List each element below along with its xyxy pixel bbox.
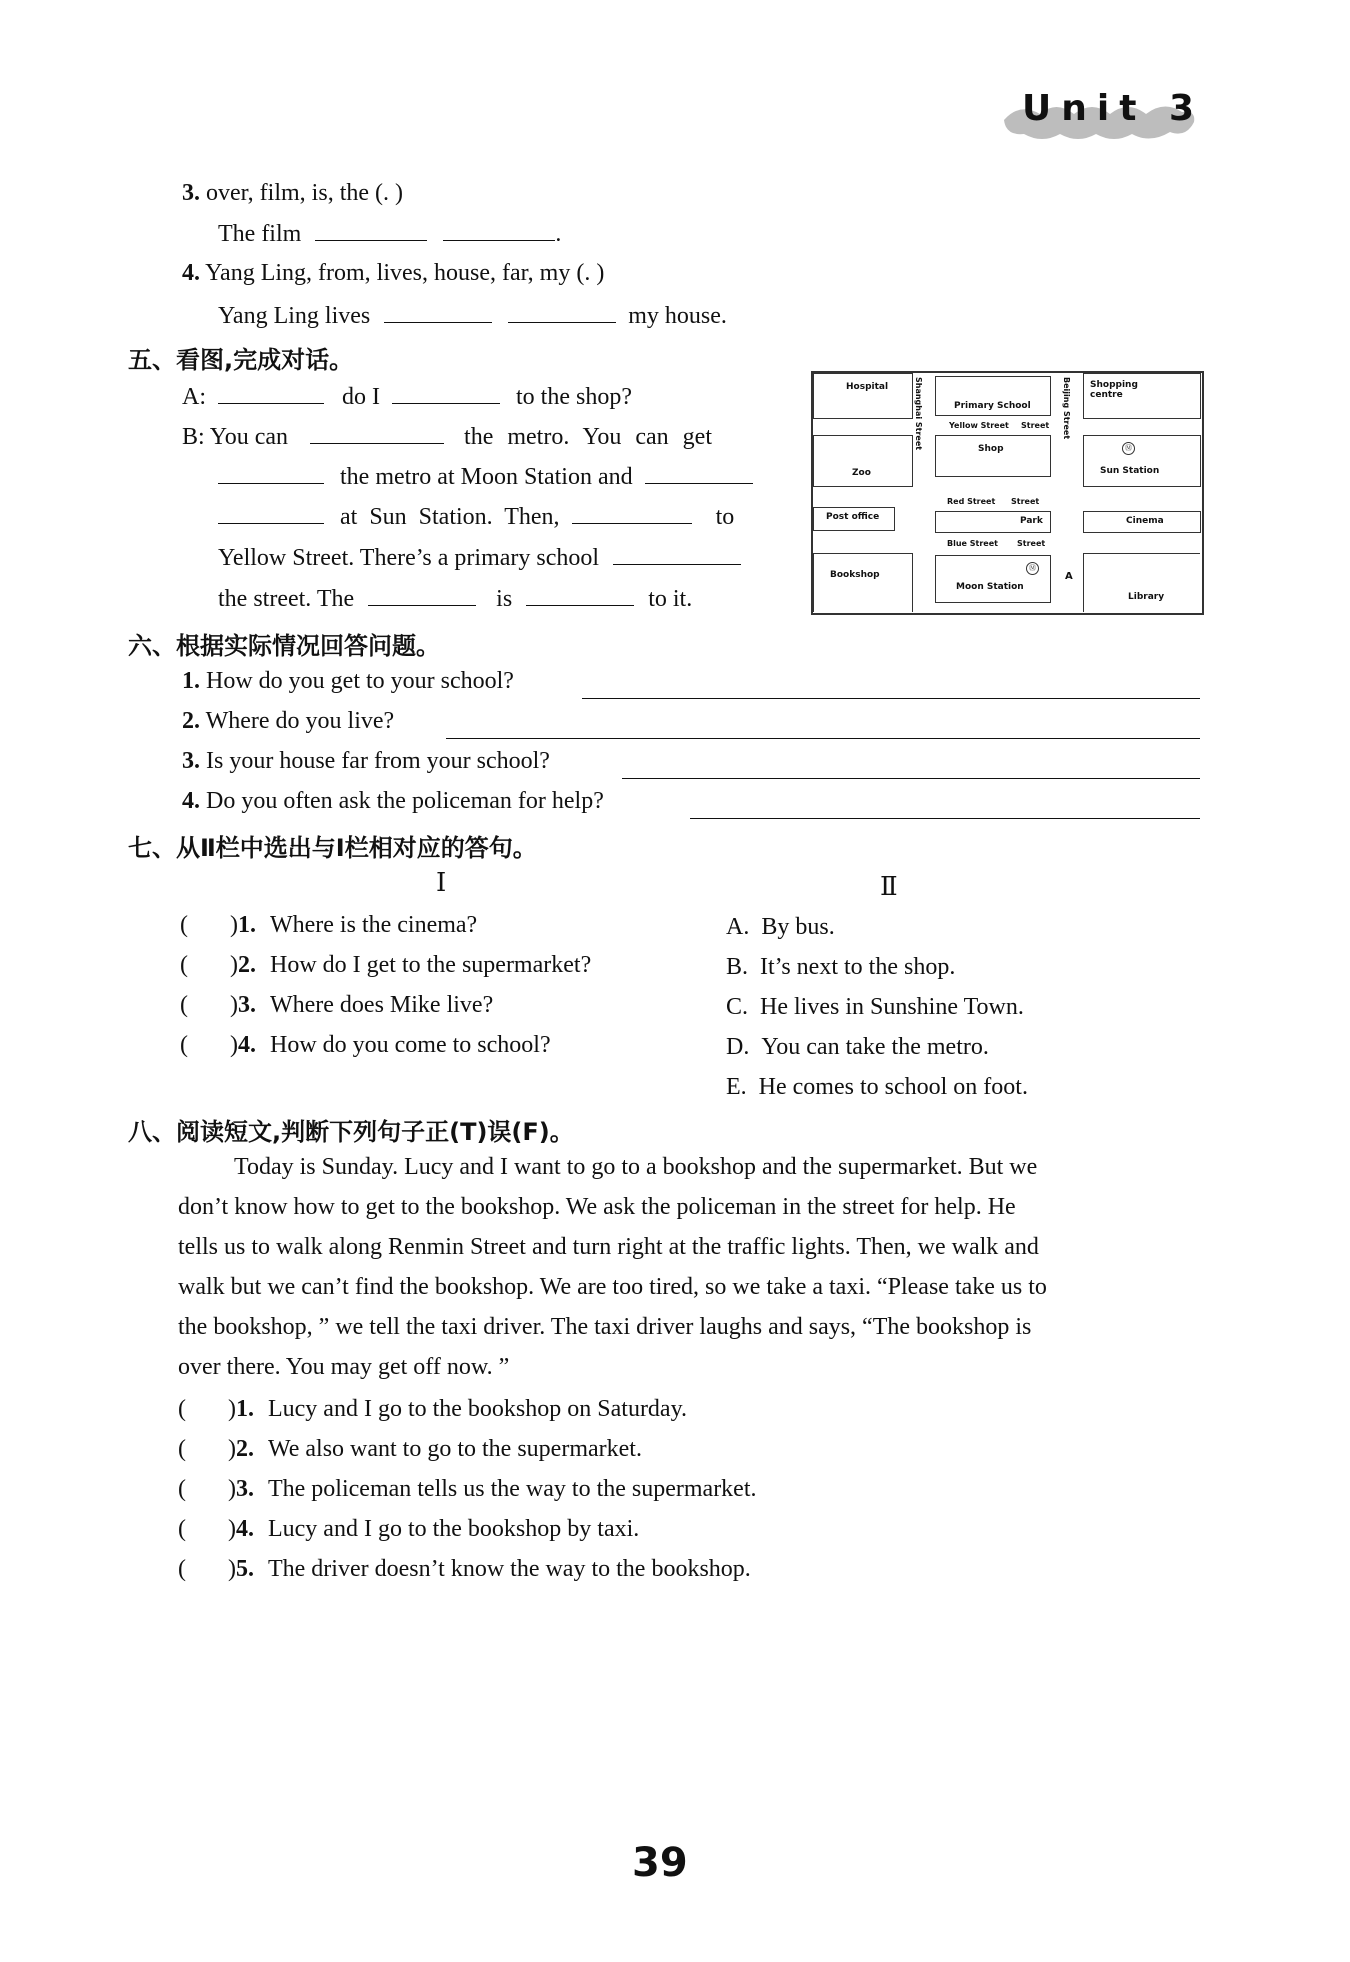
option-text: It’s next to the shop. (760, 954, 956, 980)
map-block-moon-station (935, 555, 1051, 603)
part4-item-3 (182, 178, 403, 208)
option-letter: D. (726, 1034, 750, 1060)
item-text: Lucy and I go to the bookshop by taxi. (267, 1516, 640, 1542)
option-d (726, 1032, 989, 1062)
street-label-blue: Blue Street (947, 539, 998, 548)
answer-bracket[interactable]: ( ) (178, 1476, 236, 1502)
dialogue-text: to (715, 504, 735, 530)
map-label: Hospital (846, 382, 889, 392)
answer-start: The film (218, 221, 302, 247)
dialogue-text: at Sun Station. Then, (340, 504, 560, 530)
section5-title: 五、看图,完成对话。 (128, 346, 354, 374)
dialogue-text: the street. The (218, 586, 355, 612)
item-text: Where is the cinema? (269, 912, 478, 938)
map-block-post-office (813, 507, 895, 531)
item-text: How do I get to the supermarket? (269, 952, 592, 978)
question-text: Is your house far from your school? (206, 748, 550, 774)
part4-item-4 (182, 258, 604, 288)
dialogue-blank[interactable] (310, 421, 444, 444)
option-text: By bus. (761, 914, 835, 940)
passage-line-3: tells us to walk along Renmin Street and turn right at the traffic lights. Then, we walk and (178, 1234, 1039, 1260)
street-label-street: Street (1017, 539, 1046, 548)
dialogue-text: the metro at Moon Station and (340, 464, 633, 490)
dialogue-blank[interactable] (526, 583, 634, 606)
option-letter: A. (726, 914, 750, 940)
map-label: Post office (826, 512, 880, 522)
map-block-shopping-centre (1083, 373, 1201, 419)
dialogue-blank[interactable] (368, 583, 476, 606)
item-text: The policeman tells us the way to the supermarket. (267, 1476, 757, 1502)
dialogue-text: Yellow Street. There’s a primary school (218, 545, 600, 571)
map-label: Shop (978, 444, 1004, 454)
dialogue-line-3 (218, 461, 753, 492)
dialogue-blank[interactable] (572, 501, 692, 524)
dialogue-text: to it. (648, 586, 693, 612)
option-letter: B. (726, 954, 749, 980)
question-text: How do you get to your school? (206, 668, 514, 694)
item-prompt: Yang Ling, from, lives, house, far, my (. ) (205, 260, 605, 286)
answer-bracket[interactable]: ( ) (178, 1436, 236, 1462)
match-item-2 (180, 950, 591, 980)
dialogue-text: B: You can (182, 424, 289, 450)
option-text: He lives in Sunshine Town. (760, 994, 1024, 1020)
match-item-1 (180, 910, 477, 940)
item-number: 1. (237, 912, 256, 938)
item-number: 3. (182, 180, 200, 206)
answer-start: Yang Ling lives (218, 303, 371, 329)
street-label-yellow: Yellow Street (949, 421, 1009, 430)
page-number: 39 (632, 1840, 688, 1886)
dialogue-line-5 (218, 542, 741, 573)
street-label-street: Street (1011, 497, 1040, 506)
tf-item-3 (178, 1474, 757, 1504)
dialogue-text: do I (342, 384, 380, 410)
answer-bracket[interactable]: ( ) (180, 952, 238, 978)
option-letter: C. (726, 994, 749, 1020)
column-1-heading: Ⅰ (436, 868, 447, 897)
street-label-red: Red Street (947, 497, 996, 506)
item-number: 5. (235, 1556, 254, 1582)
item-number: 2. (237, 952, 256, 978)
item-number: 3. (235, 1476, 254, 1502)
item-number: 1. (235, 1396, 254, 1422)
question-number: 1. (182, 668, 200, 694)
map-label: Moon Station (956, 582, 1024, 592)
map-block-sun-station (1083, 435, 1201, 487)
option-letter: E. (726, 1074, 747, 1100)
metro-icon: Ⓜ (1026, 562, 1039, 575)
part4-item-4-answer (218, 300, 727, 331)
answer-line[interactable] (622, 778, 1200, 779)
option-text: You can take the metro. (761, 1034, 989, 1060)
item-text: How do you come to school? (269, 1032, 551, 1058)
answer-blank[interactable] (315, 218, 427, 241)
map-block-bookshop (813, 553, 913, 612)
option-a (726, 912, 835, 942)
street-label-shanghai: Shanghai Street (914, 377, 923, 451)
answer-end: my house. (628, 303, 727, 329)
map-label: Primary School (954, 401, 1031, 411)
answer-end: . (555, 221, 562, 247)
metro-icon: Ⓜ (1122, 442, 1135, 455)
passage-line-5: the bookshop, ” we tell the taxi driver. The taxi driver laughs and says, “The bookshop is (178, 1314, 1032, 1340)
answer-blank[interactable] (384, 300, 492, 323)
map-point-a: A (1065, 571, 1073, 582)
tf-item-1 (178, 1394, 687, 1424)
dialogue-blank[interactable] (613, 542, 741, 565)
question-number: 4. (182, 788, 200, 814)
answer-bracket[interactable]: ( ) (180, 1032, 238, 1058)
unit-title: Unit 3 (1022, 88, 1204, 129)
map-block-cinema (1083, 511, 1201, 533)
answer-bracket[interactable]: ( ) (178, 1556, 236, 1582)
passage-line-1: Today is Sunday. Lucy and I want to go to a bookshop and the supermarket. But we (234, 1154, 1038, 1180)
question-number: 2. (182, 708, 200, 734)
dialogue-line-6 (218, 583, 692, 614)
match-item-3 (180, 990, 493, 1020)
map-label: Sun Station (1100, 466, 1160, 476)
map-label: Cinema (1126, 516, 1164, 526)
map-label: Zoo (852, 468, 871, 478)
option-e (726, 1072, 1028, 1102)
street-map (811, 371, 1204, 615)
question-2 (182, 706, 394, 736)
item-number: 4. (182, 260, 200, 286)
answer-line[interactable] (446, 738, 1200, 739)
question-4 (182, 786, 604, 816)
item-number: 3. (237, 992, 256, 1018)
item-prompt: over, film, is, the (. ) (206, 180, 403, 206)
map-block-library (1083, 553, 1200, 612)
dialogue-line-2 (182, 421, 712, 452)
map-block-primary-school (935, 376, 1051, 416)
dialogue-blank[interactable] (218, 461, 324, 484)
option-b (726, 952, 955, 982)
item-number: 2. (235, 1436, 254, 1462)
passage-line-6: over there. You may get off now. ” (178, 1354, 510, 1380)
answer-bracket[interactable]: ( ) (180, 992, 238, 1018)
question-number: 3. (182, 748, 200, 774)
map-block-hospital (813, 373, 913, 419)
dialogue-line-1 (182, 381, 632, 412)
option-c (726, 992, 1024, 1022)
item-text: Where does Mike live? (269, 992, 494, 1018)
map-label: Bookshop (830, 570, 880, 580)
section7-title: 七、从Ⅱ栏中选出与Ⅰ栏相对应的答句。 (128, 834, 537, 862)
passage-line-4: walk but we can’t find the bookshop. We are too tired, so we take a taxi. “Please take us to (178, 1274, 1047, 1300)
map-label: Library (1128, 592, 1165, 602)
answer-blank[interactable] (443, 218, 555, 241)
dialogue-blank[interactable] (218, 501, 324, 524)
dialogue-text: is (496, 586, 513, 612)
map-label: Shopping centre (1090, 380, 1138, 400)
answer-bracket[interactable]: ( ) (178, 1516, 236, 1542)
map-block-park (935, 511, 1051, 533)
dialogue-blank[interactable] (218, 381, 324, 404)
passage-line-2: don’t know how to get to the bookshop. We ask the policeman in the street for help. He (178, 1194, 1016, 1220)
question-1 (182, 666, 514, 696)
answer-line[interactable] (582, 698, 1200, 699)
section8-title: 八、阅读短文,判断下列句子正(T)误(F)。 (128, 1118, 574, 1146)
item-number: 4. (235, 1516, 254, 1542)
answer-bracket[interactable]: ( ) (178, 1396, 236, 1422)
map-block-shop (935, 435, 1051, 477)
tf-item-2 (178, 1434, 642, 1464)
dialogue-line-4 (218, 501, 734, 532)
street-label-street: Street (1021, 421, 1050, 430)
item-number: 4. (237, 1032, 256, 1058)
tf-item-5 (178, 1554, 751, 1584)
answer-blank[interactable] (508, 300, 616, 323)
option-text: He comes to school on foot. (758, 1074, 1028, 1100)
map-label: Park (1020, 516, 1043, 526)
question-text: Do you often ask the policeman for help? (206, 788, 604, 814)
dialogue-blank[interactable] (645, 461, 753, 484)
section6-title: 六、根据实际情况回答问题。 (128, 632, 440, 660)
item-text: Lucy and I go to the bookshop on Saturday. (267, 1396, 688, 1422)
street-label-beijing: Beijing Street (1062, 377, 1071, 440)
column-2-heading: Ⅱ (880, 872, 898, 901)
dialogue-text: to the shop? (516, 384, 632, 410)
part4-item-3-answer (218, 218, 561, 249)
item-text: We also want to go to the supermarket. (267, 1436, 642, 1462)
question-text: Where do you live? (205, 708, 395, 734)
dialogue-text: the metro. You can get (464, 424, 712, 450)
answer-bracket[interactable]: ( ) (180, 912, 238, 938)
answer-line[interactable] (690, 818, 1200, 819)
item-text: The driver doesn’t know the way to the bookshop. (267, 1556, 751, 1582)
tf-item-4 (178, 1514, 639, 1544)
match-item-4 (180, 1030, 551, 1060)
question-3 (182, 746, 550, 776)
dialogue-text: A: (182, 384, 206, 410)
map-block-zoo (813, 435, 913, 487)
dialogue-blank[interactable] (392, 381, 500, 404)
